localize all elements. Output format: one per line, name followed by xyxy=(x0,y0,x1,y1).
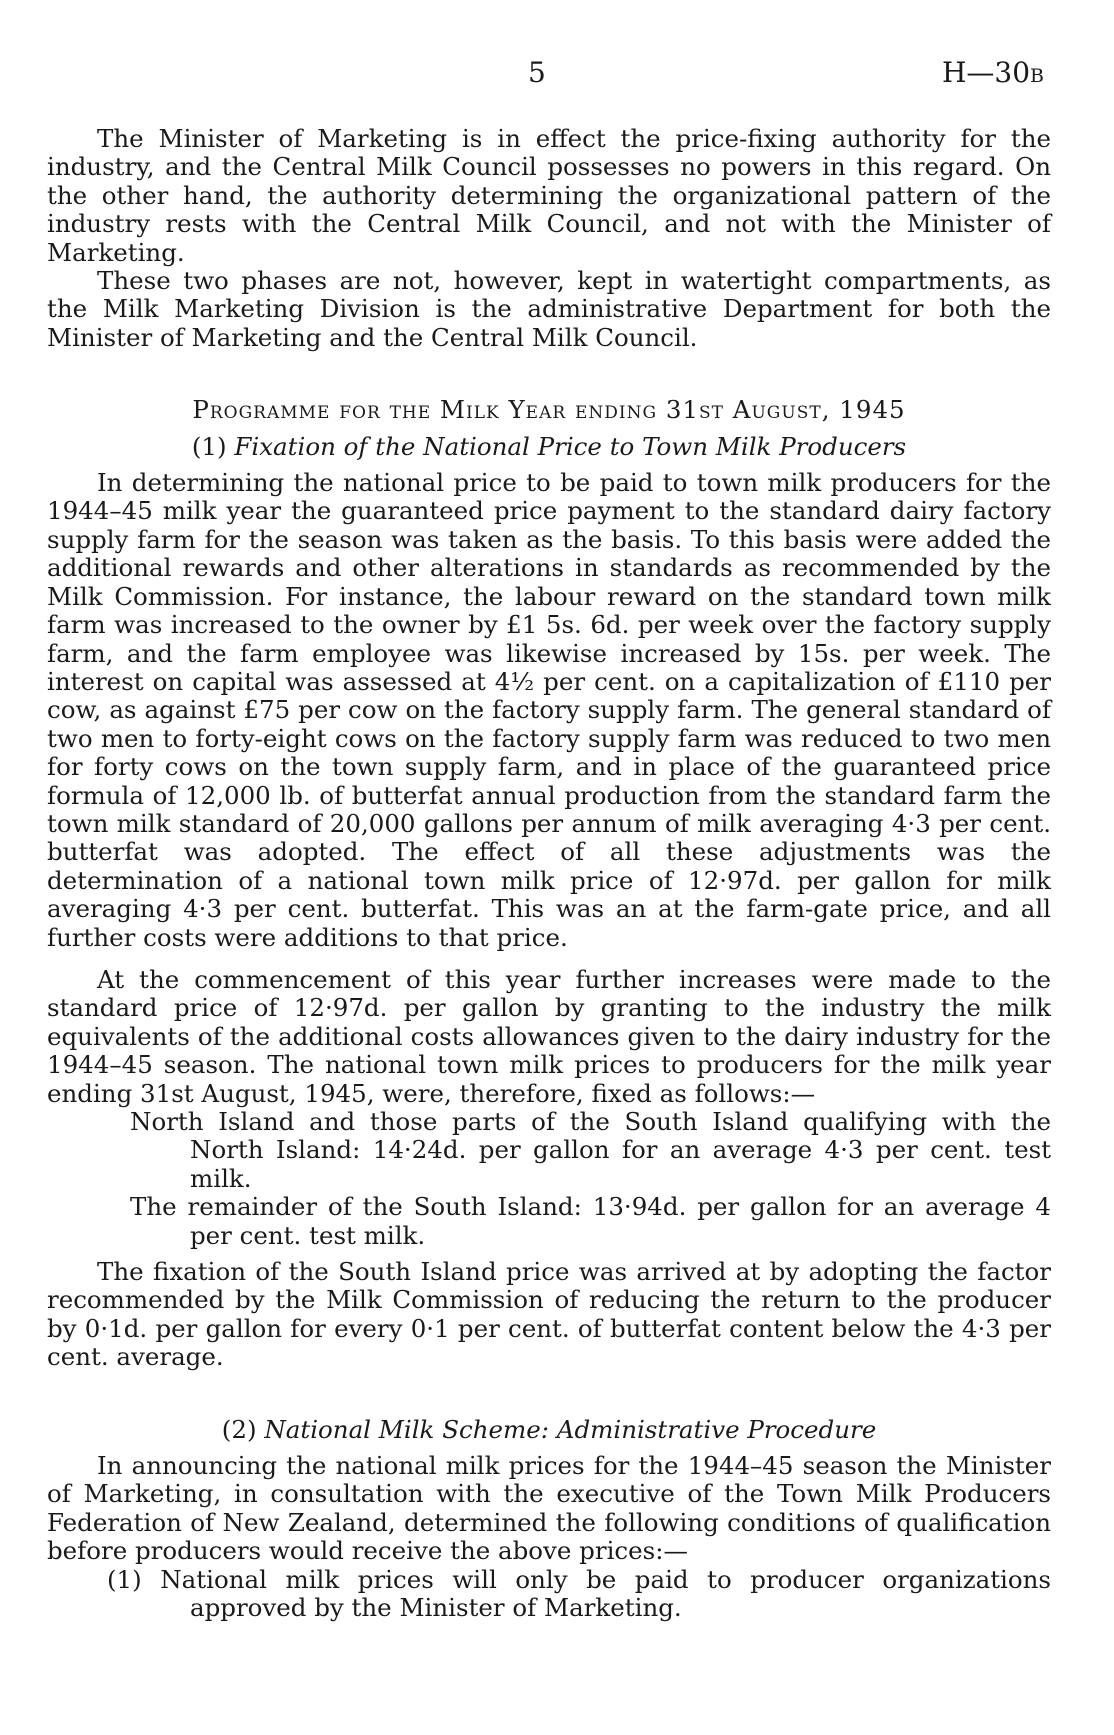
document-reference-main: H—30 xyxy=(941,56,1031,89)
document-body xyxy=(47,125,1051,1623)
page-header xyxy=(0,56,1114,92)
list-item-north-island: North Island and those parts of the South Island qualifying with the North Island: 14·24d. per gallon for an average 4·3 per cent. test milk. xyxy=(130,1107,1051,1193)
list-item-south-island: The remainder of the South Island: 13·94d. per gallon for an average 4 per cent. test milk. xyxy=(130,1192,1051,1250)
paragraph-commencement-increases: At the commencement of this year further increases were made to the standard price of 12·97d. per gallon by granting to the industry the milk equivalents of the additional costs allowances given to the dairy industry for the 1944–45 season. The national town milk prices to producers for the milk year ending 31st August, 1945, were, therefore, fixed as follows:— xyxy=(47,964,1051,1108)
document-reference xyxy=(942,56,1044,89)
paragraph-announcing-prices: In announcing the national milk prices for the 1944–45 season the Minister of Marketing, in consultation with the executive of the Town Milk Producers Federation of New Zealand, determined the following conditions of qualification before producers would receive the above prices:— xyxy=(47,1451,1051,1566)
subsection-number: (1) xyxy=(191,431,227,461)
subsection-title: National Milk Scheme: Administrative Procedure xyxy=(264,1414,877,1444)
condition-item-1: (1) National milk prices will only be paid to producer organizations approved by the Minister of Marketing. xyxy=(107,1564,1051,1623)
subsection-heading-administrative xyxy=(47,1416,1051,1444)
page-number: 5 xyxy=(528,56,546,89)
subsection-title: Fixation of the National Price to Town Milk Producers xyxy=(234,431,907,461)
paragraph-price-fixing-authority: The Minister of Marketing is in effect the price-fixing authority for the industry, and the Central Milk Council possesses no powers in this regard. On the other hand, the authority determining the organizational pattern of the industry rests with the Central Milk Council, and not with the Minister of Marketing. xyxy=(47,124,1051,267)
document-reference-suffix: B xyxy=(1030,65,1044,87)
paragraph-determining-national-price: In determining the national price to be paid to town milk producers for the 1944–45 milk year the guaranteed price payment to the standard dairy factory supply farm for the season was taken as the basis. To this basis were added the additional rewards and other alterations in standards as recommended by the Milk Commission. For instance, the labour reward on the standard town milk farm was increased to the owner by £1 5s. 6d. per week over the factory supply farm, and the farm employee was likewise increased by 15s. per week. The interest on capital was assessed at 4½ per cent. on a capitalization of £110 per cow, as against £75 per cow on the factory supply farm. The general standard of two men to forty-eight cows on the factory supply farm was reduced to two men for forty cows on the town supply farm, and in place of the guaranteed price formula of 12,000 lb. of butterfat annual production from the standard farm the town milk standard of 20,000 gallons per annum of milk averaging 4·3 per cent. butterfat was adopted. The effect of all these adjustments was the determination of a national town milk price of 12·97d. per gallon for milk averaging 4·3 per cent. butterfat. This was an at the farm-gate price, and all further costs were additions to that price. xyxy=(47,468,1051,952)
subsection-heading-fixation xyxy=(47,433,1051,461)
paragraph-south-island-fixation: The fixation of the South Island price was arrived at by adopting the factor recommended by the Milk Commission of reducing the return to the producer by 0·1d. per gallon for every 0·1 per cent. of butterfat content below the 4·3 per cent. average. xyxy=(47,1257,1051,1372)
subsection-number: (2) xyxy=(221,1414,257,1444)
paragraph-watertight-compartments: These two phases are not, however, kept in watertight compartments, as the Milk Marketing Division is the administrative Department for both the Minister of Marketing and the Central Milk Council. xyxy=(47,266,1051,352)
section-heading-programme: Programme for the Milk Year ending 31st August, 1945 xyxy=(192,395,906,425)
